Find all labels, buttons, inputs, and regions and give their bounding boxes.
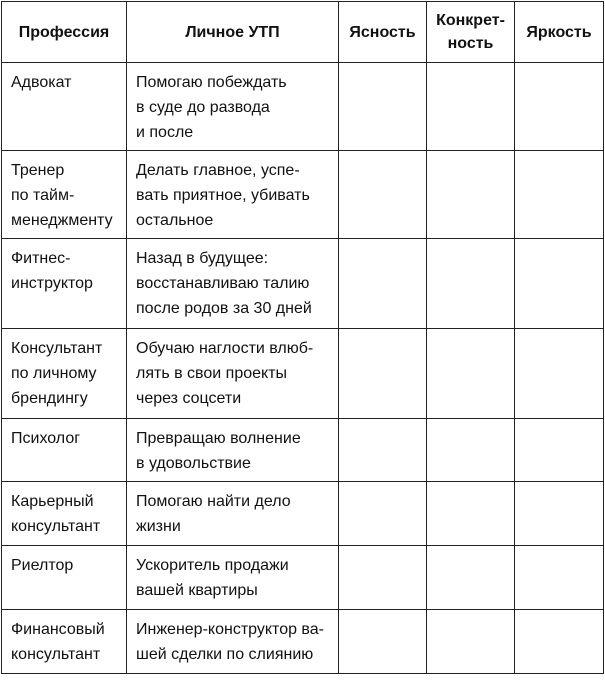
table-row [2,329,604,419]
usp-cell: Инженер-конструктор ва- шей сделки по слиянию [127,610,339,674]
usp-cell: Превращаю волнение в удовольствие [127,419,339,482]
profession-cell: Консультант по личному брендингу [2,329,127,419]
clarity-cell [339,482,427,546]
profession-cell: Фитнес- инструктор [2,239,127,329]
clarity-cell [339,239,427,329]
brightness-cell [515,239,604,329]
table-row [2,151,604,239]
concreteness-cell [427,482,515,546]
profession-cell: Тренер по тайм- менеджменту [2,151,127,239]
header-brightness: Яркость [515,2,604,63]
table-header-row [2,2,604,63]
brightness-cell [515,329,604,419]
clarity-cell [339,610,427,674]
concreteness-cell [427,546,515,610]
table-row [2,63,604,151]
usp-evaluation-table [1,1,604,674]
brightness-cell [515,482,604,546]
concreteness-cell [427,329,515,419]
table-row [2,610,604,674]
table-row [2,482,604,546]
brightness-cell [515,419,604,482]
concreteness-cell [427,239,515,329]
usp-cell: Помогаю побеждать в суде до развода и после [127,63,339,151]
brightness-cell [515,546,604,610]
header-usp: Личное УТП [127,2,339,63]
brightness-cell [515,63,604,151]
usp-cell: Помогаю найти дело жизни [127,482,339,546]
usp-cell: Ускоритель продажи вашей квартиры [127,546,339,610]
profession-cell: Карьерный консультант [2,482,127,546]
concreteness-cell [427,419,515,482]
concreteness-cell [427,610,515,674]
table-row [2,239,604,329]
usp-cell: Назад в будущее: восстанавливаю талию после родов за 30 дней [127,239,339,329]
clarity-cell [339,329,427,419]
profession-cell: Финансовый консультант [2,610,127,674]
clarity-cell [339,419,427,482]
header-profession: Профессия [2,2,127,63]
profession-cell: Риелтор [2,546,127,610]
profession-cell: Адвокат [2,63,127,151]
clarity-cell [339,151,427,239]
header-concreteness: Конкрет- ность [427,2,515,63]
brightness-cell [515,151,604,239]
header-clarity: Ясность [339,2,427,63]
usp-cell: Делать главное, успе- вать приятное, убивать остальное [127,151,339,239]
concreteness-cell [427,63,515,151]
brightness-cell [515,610,604,674]
clarity-cell [339,546,427,610]
table-row [2,546,604,610]
concreteness-cell [427,151,515,239]
usp-cell: Обучаю наглости влюб- лять в свои проекты через соцсети [127,329,339,419]
clarity-cell [339,63,427,151]
profession-cell: Психолог [2,419,127,482]
table-row [2,419,604,482]
